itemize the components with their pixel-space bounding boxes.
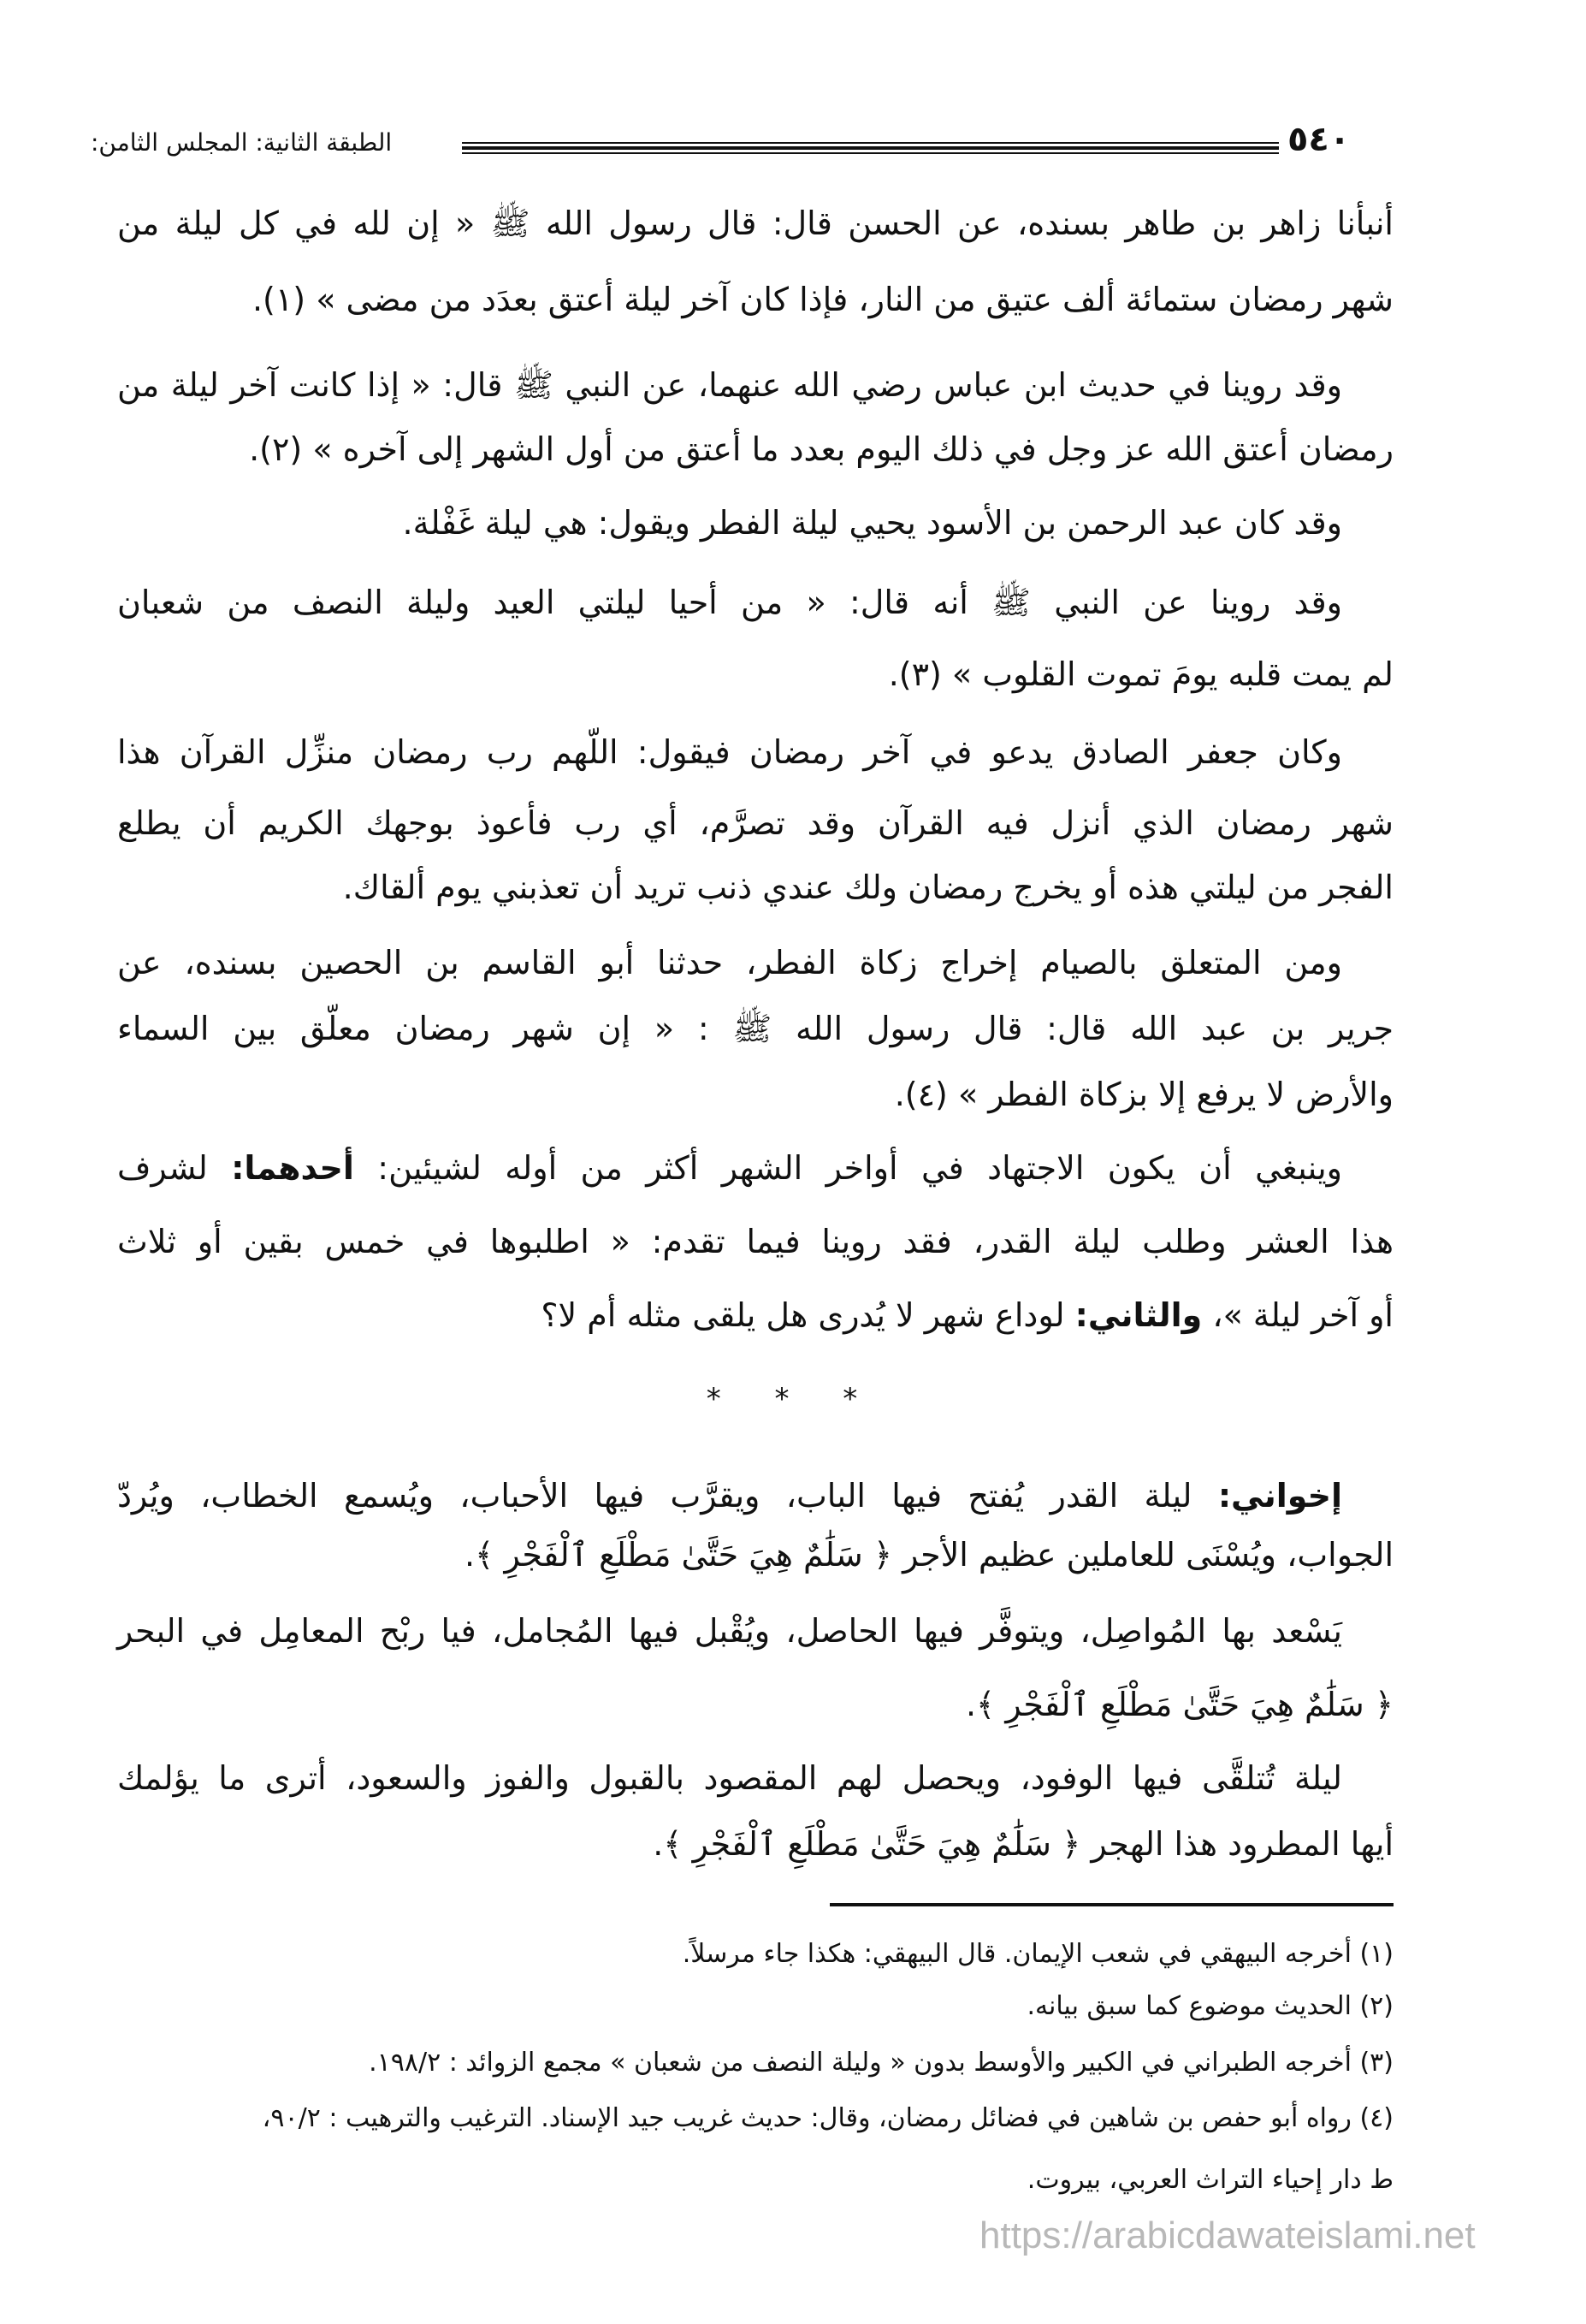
text-line: ومن المتعلق بالصيام إخراج زكاة الفطر، حدثنا أبو القاسم بن الحصين بسنده، عن	[117, 944, 1342, 981]
text-line: لم يمت قلبه يومَ تموت القلوب » (٣).	[888, 655, 1394, 693]
bold-term: أحدهما:	[231, 1149, 354, 1187]
bold-term: إخواني:	[1217, 1477, 1342, 1515]
text-line: شهر رمضان ستمائة ألف عتيق من النار، فإذا كان آخر ليلة أعتق بعدَد من مضى » (١).	[252, 281, 1394, 318]
page-number: ٥٤٠	[1287, 120, 1351, 159]
text-run: لوداع شهر لا يُدرى هل يلقى مثله أم لا؟	[541, 1296, 1075, 1334]
footnote: (١) أخرجه البيهقي في شعب الإيمان. قال البيهقي: هكذا جاء مرسلاً.	[682, 1939, 1394, 1969]
text-run: وينبغي أن يكون الاجتهاد في أواخر الشهر أكثر من أوله لشيئين:	[353, 1149, 1342, 1187]
text-run: ليلة القدر يُفتح فيها الباب، ويقرَّب فيها الأحباب، ويُسمع الخطاب، ويُردّ	[117, 1477, 1218, 1515]
text-line: جرير بن عبد الله قال: قال رسول الله ﷺ : « إن شهر رمضان معلّق بين السماء	[117, 1010, 1394, 1047]
watermark-url: https://arabicdawateislami.net	[979, 2214, 1476, 2256]
text-line: ليلة تُتلقَّى فيها الوفود، ويحصل لهم المقصود بالقبول والفوز والسعود، أترى ما يؤلمك	[117, 1759, 1342, 1797]
footnote: (٣) أخرجه الطبراني في الكبير والأوسط بدون « وليلة النصف من شعبان » مجمع الزوائد : ١٩٨/٢.	[369, 2048, 1394, 2078]
text-line: وقد روينا في حديث ابن عباس رضي الله عنهما، عن النبي ﷺ قال: « إذا كانت آخر ليلة من	[117, 366, 1342, 404]
text-line	[117, 1142, 1394, 1194]
text-run: أو آخر ليلة »،	[1202, 1296, 1394, 1334]
text-line: يَسْعد بها المُواصِل، ويتوفَّر فيها الحاصل، ويُقْبل فيها المُجامل، فيا ربْح المعامِل في البحر	[117, 1612, 1342, 1650]
footnote-separator	[830, 1903, 1394, 1906]
text-line: أيها المطرود هذا الهجر ﴿ سَلَٰمٌ هِيَ حَتَّىٰ مَطْلَعِ ٱلْفَجْرِ ﴾.	[653, 1825, 1394, 1863]
bold-term: والثاني:	[1074, 1296, 1203, 1334]
text-line: وقد كان عبد الرحمن بن الأسود يحيي ليلة الفطر ويقول: هي ليلة غَفْلة.	[402, 504, 1342, 542]
text-line: وقد روينا عن النبي ﷺ أنه قال: « من أحيا ليلتي العيد وليلة النصف من شعبان	[117, 584, 1342, 621]
footnote: (٢) الحديث موضوع كما سبق بيانه.	[1027, 1991, 1394, 2021]
text-line: أنبأنا زاهر بن طاهر بسنده، عن الحسن قال: قال رسول الله ﷺ « إن لله في كل ليلة من	[117, 205, 1394, 242]
text-line: شهر رمضان الذي أنزل فيه القرآن وقد تصرَّم، أي رب فأعوذ بوجهك الكريم أن يطلع	[117, 804, 1394, 842]
text-line: ﴿ سَلَٰمٌ هِيَ حَتَّىٰ مَطْلَعِ ٱلْفَجْرِ ﴾.	[965, 1686, 1394, 1723]
text-run: لشرف	[117, 1149, 232, 1187]
section-title: الطبقة الثانية: المجلس الثامن:	[91, 128, 393, 157]
footnote: (٤) رواه أبو حفص بن شاهين في فضائل رمضان، وقال: حديث غريب جيد الإسناد. الترغيب والترهيب : ٩٠/٢،	[262, 2103, 1394, 2133]
text-line	[117, 1470, 1394, 1521]
text-line: والأرض لا يرفع إلا بزكاة الفطر » (٤).	[894, 1076, 1394, 1113]
text-line: رمضان أعتق الله عز وجل في ذلك اليوم بعدد ما أعتق من أول الشهر إلى آخره » (٢).	[249, 430, 1394, 468]
footnote: ط دار إحياء التراث العربي، بيروت.	[1027, 2165, 1394, 2195]
text-line: وكان جعفر الصادق يدعو في آخر رمضان فيقول: اللّهم رب رمضان منزِّل القرآن هذا	[117, 733, 1342, 771]
text-line: الفجر من ليلتي هذه أو يخرج رمضان ولك عندي ذنب تريد أن تعذبني يوم ألقاك.	[342, 869, 1394, 906]
header-double-rule	[462, 142, 1279, 154]
section-divider-stars: * * *	[706, 1382, 880, 1416]
text-line: الجواب، ويُسْنَى للعاملين عظيم الأجر ﴿ سَلَٰمٌ هِيَ حَتَّىٰ مَطْلَعِ ٱلْفَجْرِ ﴾.	[465, 1536, 1394, 1574]
text-line	[117, 1289, 1394, 1341]
text-line: هذا العشر وطلب ليلة القدر، فقد روينا فيما تقدم: « اطلبوها في خمس بقين أو ثلاث	[117, 1223, 1394, 1260]
